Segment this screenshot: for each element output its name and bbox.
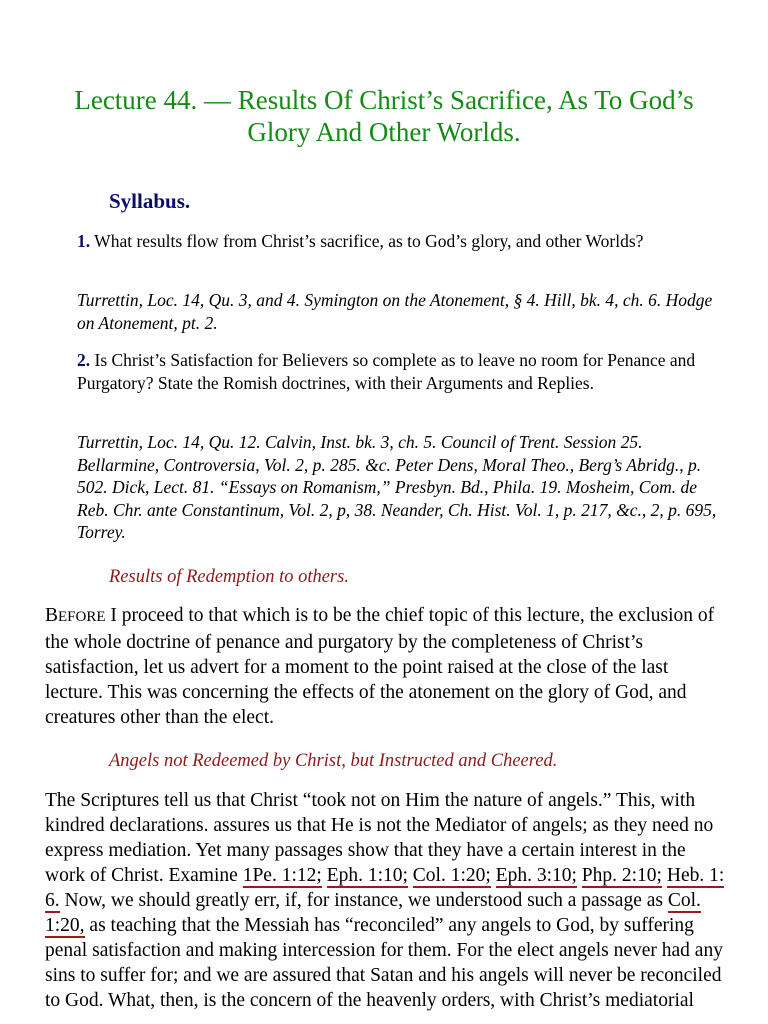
scripture-link-php-2-10[interactable]: Php. 2:10; [581, 865, 662, 886]
question-2-number: 2. [77, 350, 91, 370]
paragraph-lead-initial: B [45, 605, 59, 626]
scripture-link-eph-3-10[interactable]: Eph. 3:10; [495, 865, 577, 886]
section-heading-angels: Angels not Redeemed by Christ, but Instructed and Cheered. [109, 751, 558, 771]
page-title-line-1: Lecture 44. — Results Of Christ’s Sacrifice, As To God’s [74, 85, 694, 115]
scripture-link-1pe-1-12[interactable]: 1Pe. 1:12; [242, 865, 322, 886]
paragraph-scriptures [45, 788, 725, 1013]
question-1-number: 1. [77, 231, 91, 251]
question-1-text: What results flow from Christ’s sacrifice, as to God’s glory, and other Worlds? [90, 231, 644, 251]
question-2-text: Is Christ’s Satisfaction for Believers so complete as to leave no room for Penance and Purgatory? State the Romish doctrines, with their Arguments and Replies. [77, 350, 696, 393]
section-heading-results: Results of Redemption to others. [109, 567, 349, 587]
syllabus-question-2 [77, 349, 717, 394]
paragraph-before [45, 603, 725, 730]
scripture-link-heb-1-6[interactable]: Heb. 1: 6. [45, 865, 725, 911]
paragraph-scriptures-text-a: The Scriptures tell us that Christ “took not on Him the nature of angels.” This, with kindred declarations. assures us that He is not the Mediator of angels; as they need no express mediation. Yet many passages show that they have a certain interest in the work of Christ. Examine [45, 790, 714, 886]
syllabus-heading: Syllabus. [109, 189, 191, 213]
question-1-references: Turrettin, Loc. 14, Qu. 3, and 4. Symington on the Atonement, § 4. Hill, bk. 4, ch. 6. Hodge on Atonement, pt. 2. [77, 290, 713, 333]
scripture-link-eph-1-10[interactable]: Eph. 1:10; [326, 865, 408, 886]
paragraph-lead-rest: EFORE [58, 609, 106, 625]
question-2-references: Turrettin, Loc. 14, Qu. 12. Calvin, Inst. bk. 3, ch. 5. Council of Trent. Session 25. Bellarmine, Controversia, Vol. 2, p. 285. &c. Peter Dens, Moral Theo., Berg’s Abridg., p. 502. Dick, Lect. 81. “Essays on Romanism,” Presbyn. Bd., Phila. 19. Mosheim, Com. de Reb. Chr. ante Constantinum, Vol. 2, p, 38. Neander, Ch. Hist. Vol. 1, p. 217, &c., 2, p. 695, Torrey. [77, 432, 717, 542]
scripture-link-col-1-20[interactable]: Col. 1:20; [412, 865, 491, 886]
scripture-link-col-1-20-second[interactable]: Col. 1:20, [45, 890, 701, 936]
syllabus-question-1 [77, 230, 717, 253]
paragraph-before-text: I proceed to that which is to be the chief topic of this lecture, the exclusion of the whole doctrine of penance and purgatory by the completeness of Christ’s satisfaction, let us advert for a moment to the point raised at the close of the last lecture. This was concerning the effects of the atonement on the glory of God, and creatures other than the elect. [45, 605, 715, 728]
page-title [40, 84, 728, 148]
page-title-line-2: Glory And Other Worlds. [247, 117, 521, 147]
paragraph-scriptures-text-c: as teaching that the Messiah has “reconciled” any angels to God, by suffering penal satisfaction and making intercession for them. For the elect angels never had any sins to suffer for; and we are assured that Satan and his angels will never be reconciled to God. What, then, is the concern of the heavenly orders, with Christ’s mediatorial [45, 915, 723, 1011]
paragraph-scriptures-text-b: Now, we should greatly err, if, for instance, we understood such a passage as [59, 890, 668, 911]
